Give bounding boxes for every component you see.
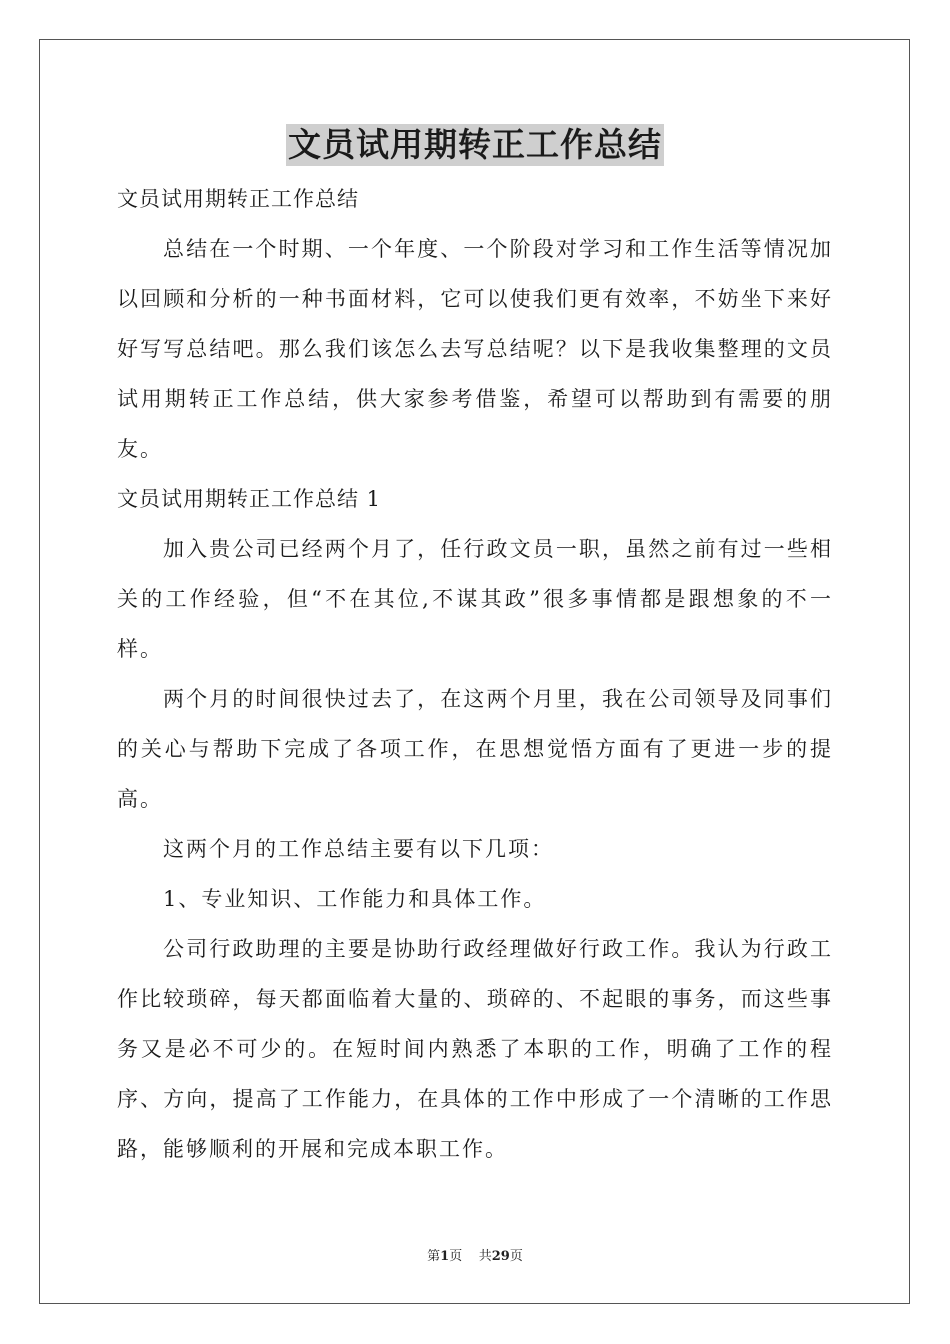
subtitle-paragraph: 文员试用期转正工作总结: [117, 187, 359, 211]
document-body: [117, 174, 833, 1174]
total-suffix: 页: [509, 1249, 523, 1264]
body-paragraph: 公司行政助理的主要是协助行政经理做好行政工作。我认为行政工作比较琐碎，每天都面临着大量的、琐碎的、不起眼的事务，而这些事务又是必不可少的。在短时间内熟悉了本职的工作，明确了工作的程序、方向，提高了工作能力，在具体的工作中形成了一个清晰的工作思路，能够顺利的开展和完成本职工作。: [117, 937, 833, 1161]
page-footer: [0, 1245, 950, 1264]
total-prefix: 共: [478, 1249, 492, 1264]
document-title: 文员试用期转正工作总结: [288, 125, 662, 164]
body-paragraph: 这两个月的工作总结主要有以下几项：: [163, 837, 554, 861]
section-heading: 文员试用期转正工作总结 1: [117, 487, 382, 511]
body-paragraph: 加入贵公司已经两个月了，任行政文员一职，虽然之前有过一些相关的工作经验，但“不在其位,不谋其政”很多事情都是跟想象的不一样。: [117, 537, 833, 661]
list-item-heading: 1、专业知识、工作能力和具体工作。: [163, 887, 547, 911]
page-prefix: 第: [427, 1249, 441, 1264]
total-pages: 29: [491, 1249, 510, 1264]
page-suffix: 页: [449, 1249, 463, 1264]
page-number: 1: [440, 1249, 450, 1264]
intro-paragraph: 总结在一个时期、一个年度、一个阶段对学习和工作生活等情况加以回顾和分析的一种书面材料，它可以使我们更有效率，不妨坐下来好好写写总结吧。那么我们该怎么去写总结呢？以下是我收集整理的文员试用期转正工作总结，供大家参考借鉴，希望可以帮助到有需要的朋友。: [117, 237, 833, 461]
title-container: [0, 124, 950, 166]
body-paragraph: 两个月的时间很快过去了，在这两个月里，我在公司领导及同事们的关心与帮助下完成了各项工作，在思想觉悟方面有了更进一步的提高。: [117, 687, 833, 811]
